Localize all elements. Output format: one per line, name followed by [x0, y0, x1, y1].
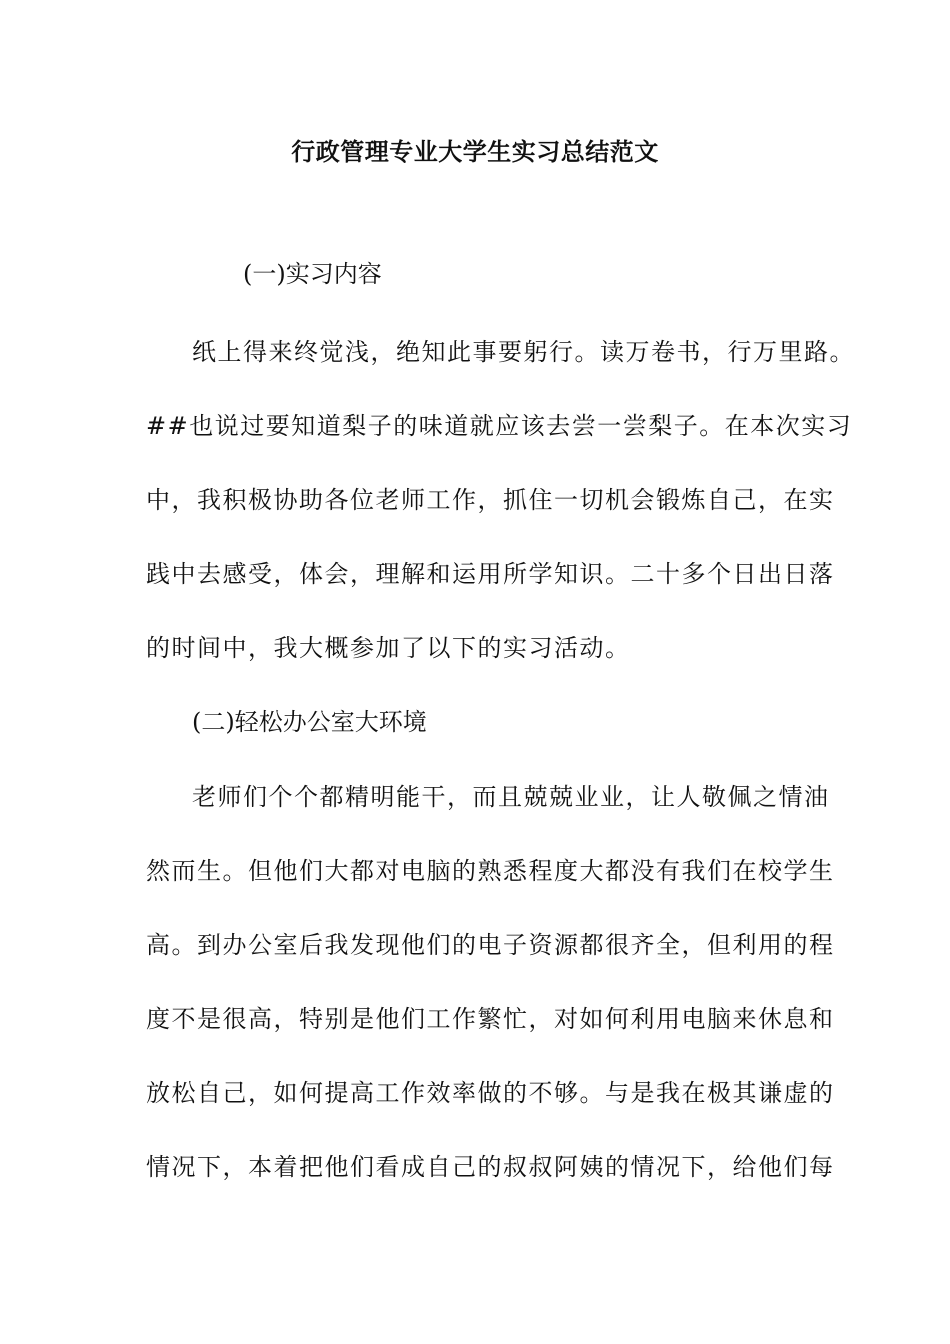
- paragraph-line: ##也说过要知道梨子的味道就应该去尝一尝梨子。在本次实习: [146, 412, 853, 440]
- section-heading-2: (二)轻松办公室大环境: [192, 708, 427, 736]
- document-title: 行政管理专业大学生实习总结范文: [291, 138, 659, 166]
- paragraph-line: 度不是很高，特别是他们工作繁忙，对如何利用电脑来休息和: [146, 1005, 835, 1033]
- paragraph-line: 然而生。但他们大都对电脑的熟悉程度大都没有我们在校学生: [146, 857, 835, 885]
- paragraph-line: 中，我积极协助各位老师工作，抓住一切机会锻炼自己，在实: [146, 486, 835, 514]
- paragraph-line: 情况下，本着把他们看成自己的叔叔阿姨的情况下，给他们每: [146, 1153, 835, 1181]
- paragraph-line: 纸上得来终觉浅，绝知此事要躬行。读万卷书，行万里路。: [192, 338, 855, 366]
- paragraph-line: 高。到办公室后我发现他们的电子资源都很齐全，但利用的程: [146, 931, 835, 959]
- paragraph-line: 的时间中，我大概参加了以下的实习活动。: [146, 634, 631, 662]
- section-heading-1: (一)实习内容: [243, 260, 382, 288]
- paragraph-line: 老师们个个都精明能干，而且兢兢业业，让人敬佩之情油: [192, 783, 830, 811]
- paragraph-line: 放松自己，如何提高工作效率做的不够。与是我在极其谦虚的: [146, 1079, 835, 1107]
- paragraph-line: 践中去感受，体会，理解和运用所学知识。二十多个日出日落: [146, 560, 835, 588]
